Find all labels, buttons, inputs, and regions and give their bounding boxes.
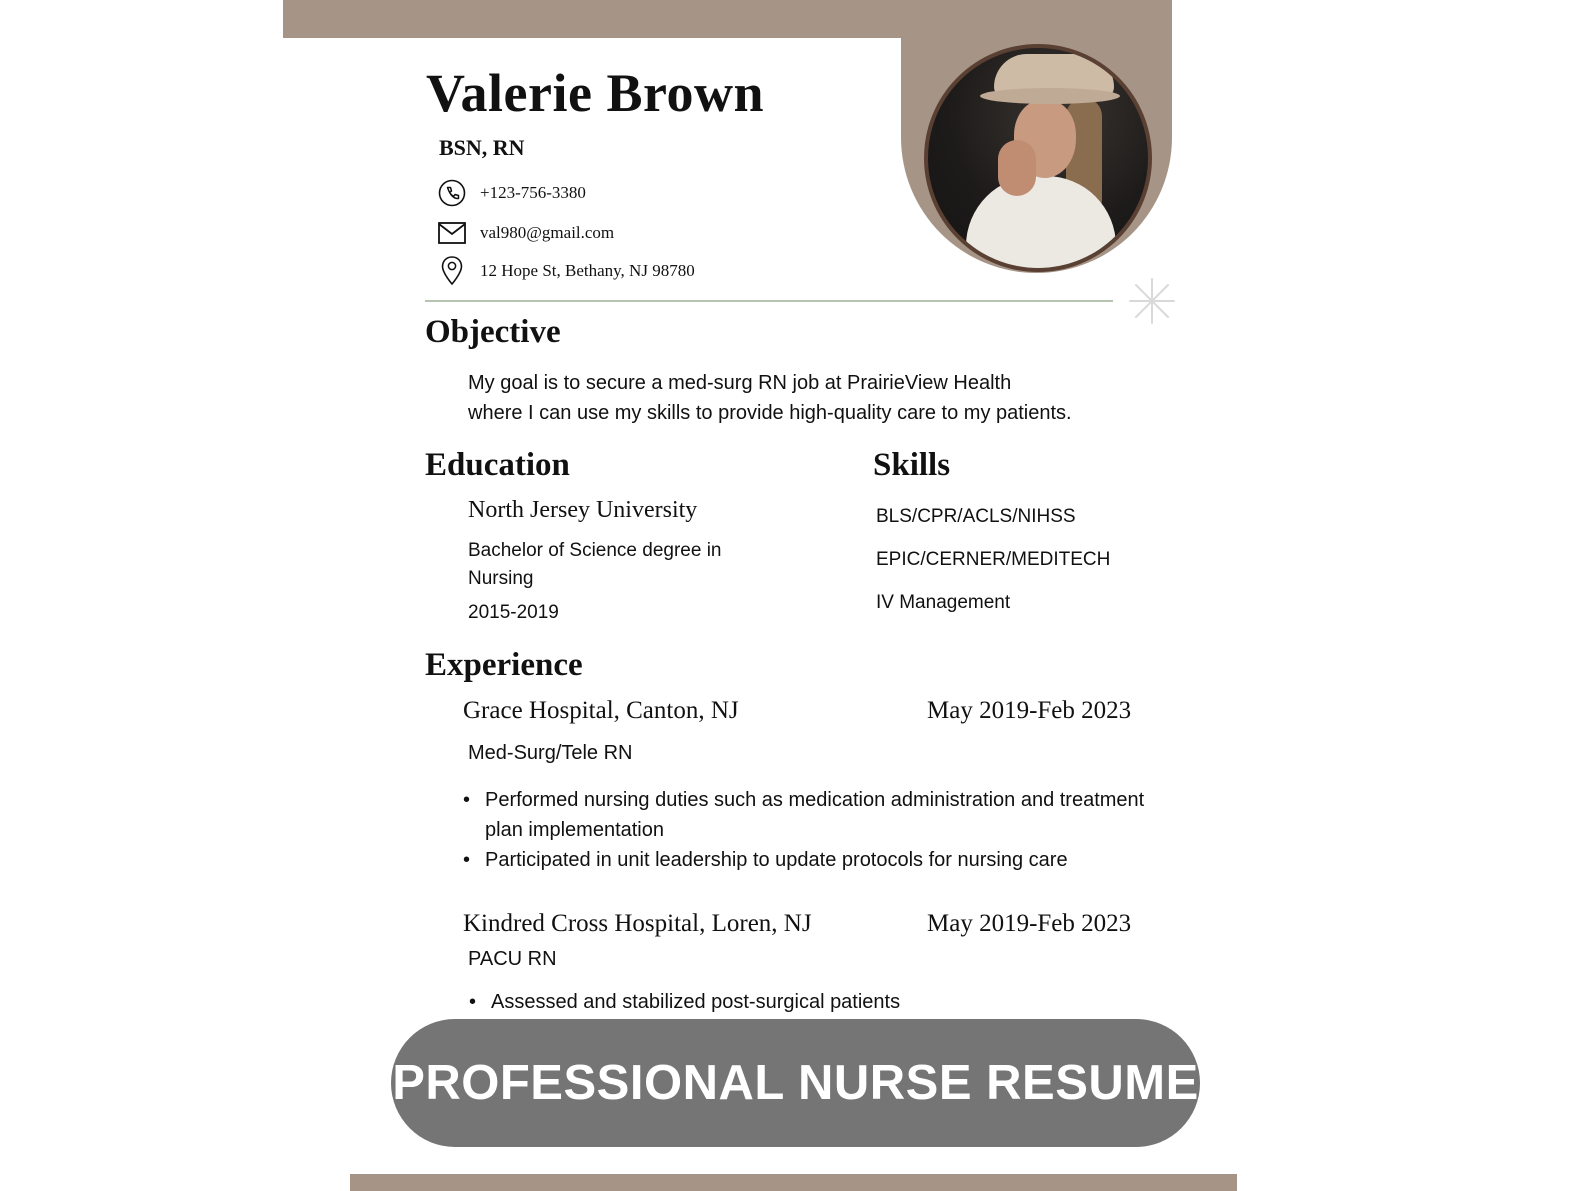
resume-name: Valerie Brown	[426, 63, 764, 123]
education-heading: Education	[425, 447, 570, 483]
skills-heading: Skills	[873, 447, 951, 483]
bottom-accent-bar	[350, 1174, 1237, 1191]
job-bullet: • Performed nursing duties such as medication administration and treatment plan implementation	[463, 785, 1163, 845]
credentials: BSN, RN	[439, 135, 525, 160]
job-role: Med-Surg/Tele RN	[468, 742, 633, 764]
profile-photo	[924, 44, 1152, 272]
job-bullet: • Participated in unit leadership to update protocols for nursing care	[463, 845, 1163, 875]
title-banner	[391, 1019, 1200, 1147]
skill-item: BLS/CPR/ACLS/NIHSS	[876, 506, 1076, 527]
objective-text	[468, 368, 1072, 428]
contact-email	[437, 218, 614, 248]
header-divider	[425, 300, 1113, 302]
phone-icon	[437, 178, 467, 208]
job-employer: Kindred Cross Hospital, Loren, NJ	[463, 910, 812, 937]
contact-phone	[437, 178, 586, 208]
education-degree: Bachelor of Science degree in Nursing	[468, 540, 722, 589]
job-bullets	[463, 785, 1163, 875]
objective-line: where I can use my skills to provide high-quality care to my patients.	[468, 402, 1072, 424]
job-dates: May 2019-Feb 2023	[927, 910, 1132, 937]
job-role: PACU RN	[468, 948, 557, 970]
skill-item: EPIC/CERNER/MEDITECH	[876, 549, 1111, 570]
contact-address	[437, 256, 695, 286]
address-text: 12 Hope St, Bethany, NJ 98780	[480, 261, 695, 280]
banner-text: PROFESSIONAL NURSE RESUME	[392, 1056, 1199, 1110]
education-years: 2015-2019	[468, 602, 559, 623]
location-pin-icon	[437, 256, 467, 286]
email-text: val980@gmail.com	[480, 223, 615, 242]
skill-item: IV Management	[876, 592, 1011, 613]
job-dates: May 2019-Feb 2023	[927, 697, 1132, 724]
job-employer: Grace Hospital, Canton, NJ	[463, 697, 739, 724]
objective-line: My goal is to secure a med-surg RN job at PrairieView Health	[468, 372, 1012, 394]
experience-heading: Experience	[425, 647, 583, 683]
job-bullet: • Assessed and stabilized post-surgical patients	[469, 987, 1169, 1017]
education-school: North Jersey University	[468, 497, 698, 523]
phone-text: +123-756-3380	[480, 183, 586, 202]
job-bullets	[469, 987, 1169, 1017]
objective-heading: Objective	[425, 314, 561, 350]
sparkle-icon	[1127, 276, 1177, 326]
mail-icon	[437, 218, 467, 248]
